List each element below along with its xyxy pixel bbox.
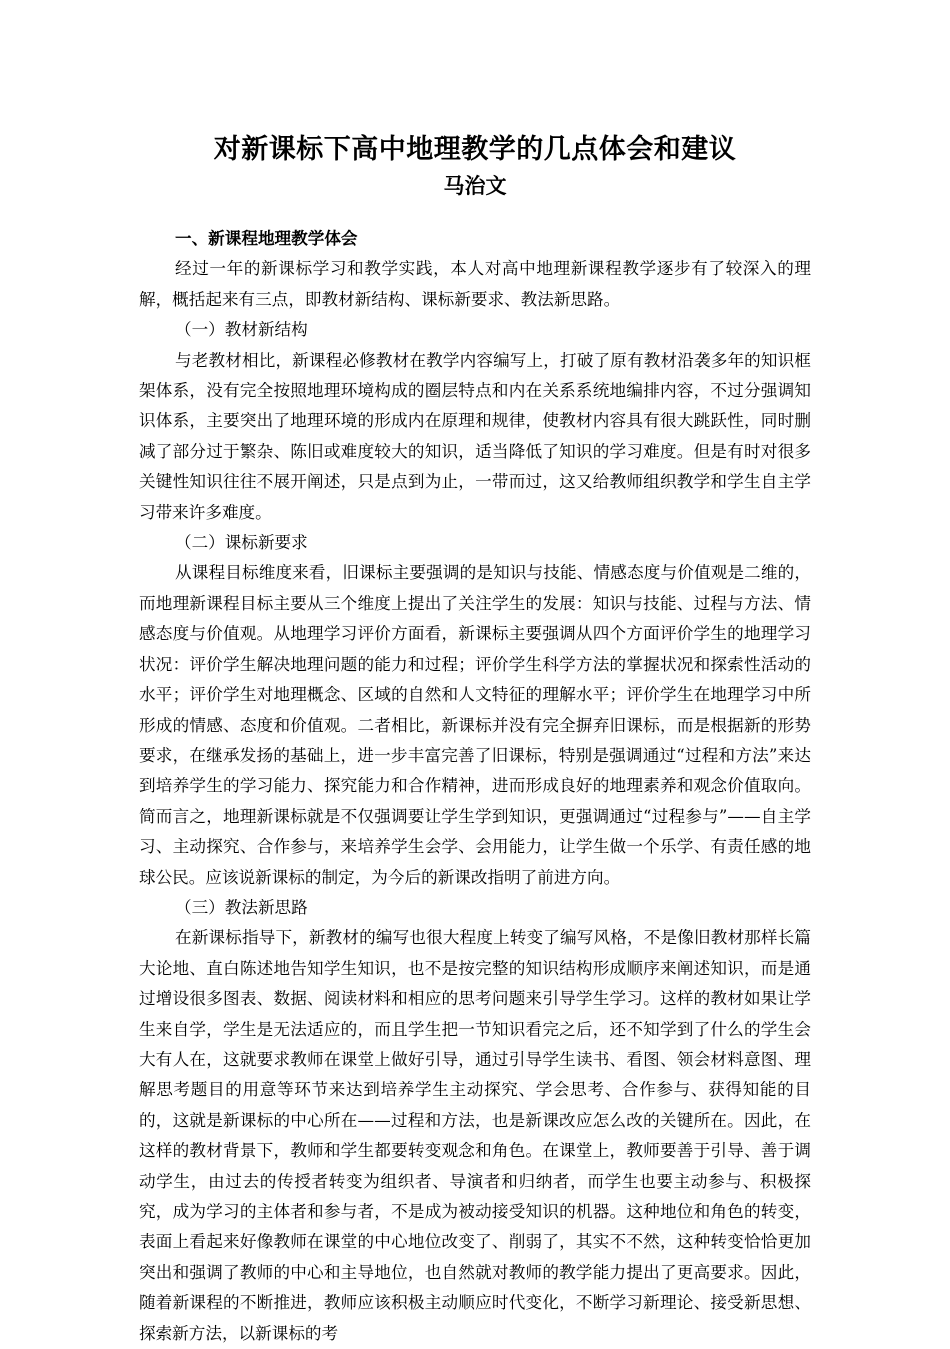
subsection-heading-2: （二）课标新要求: [175, 533, 308, 553]
subsection-heading-1: （一）教材新结构: [175, 320, 308, 340]
section-1-intro-paragraph: 经过一年的新课标学习和教学实践，本人对高中地理新课程教学逐步有了较深入的理解，概括起来有三点，即教材新结构、课标新要求、教法新思路。: [139, 259, 811, 309]
section-heading-1: 一、新课程地理教学体会: [175, 229, 358, 248]
document-title: 对新课标下高中地理教学的几点体会和建议: [213, 134, 737, 165]
subsection-2-paragraph: 从课程目标维度来看，旧课标主要强调的是知识与技能、情感态度与价值观是二维的，而地理新课程目标主要从三个维度上提出了关注学生的发展：知识与技能、过程与方法、情感态度与价值观。从地理学习评价方面看，新课标主要强调从四个方面评价学生的地理学习状况：评价学生解决地理问题的能力和过程；评价学生科学方法的掌握状况和探索性活动的水平；评价学生对地理概念、区域的自然和人文特征的理解水平；评价学生在地理学习中所形成的情感、态度和价值观。二者相比，新课标并没有完全摒弃旧课标，而是根据新的形势要求，在继承发扬的基础上，进一步丰富完善了旧课标，特别是强调通过“过程和方法”来达到培养学生的学习能力、探究能力和合作精神，进而形成良好的地理素养和观念价值取向。简而言之，地理新课标就是不仅强调要让学生学到知识，更强调通过“过程参与”——自主学习、主动探究、合作参与，来培养学生会学、会用能力，让学生做一个乐学、有责任感的地球公民。应该说新课标的制定，为今后的新课改指明了前进方向。: [139, 563, 811, 887]
document-author: 马治文: [443, 174, 507, 198]
subsection-1-paragraph: 与老教材相比，新课程必修教材在教学内容编写上，打破了原有教材沿袭多年的知识框架体系，没有完全按照地理环境构成的圈层特点和内在关系系统地编排内容，不过分强调知识体系，主要突出了地理环境的形成内在原理和规律，使教材内容具有很大跳跃性，同时删减了部分过于繁杂、陈旧或难度较大的知识，适当降低了知识的学习难度。但是有时对很多关键性知识往往不展开阐述，只是点到为止，一带而过，这又给教师组织教学和学生自主学习带来许多难度。: [139, 350, 811, 522]
document-body: [139, 224, 811, 1349]
subsection-3-paragraph: 在新课标指导下，新教材的编写也很大程度上转变了编写风格，不是像旧教材那样长篇大论地、直白陈述地告知学生知识，也不是按完整的知识结构形成顺序来阐述知识，而是通过增设很多图表、数据、阅读材料和相应的思考问题来引导学生学习。这样的教材如果让学生来自学，学生是无法适应的，而且学生把一节知识看完之后，还不知学到了什么的学生会大有人在，这就要求教师在课堂上做好引导，通过引导学生读书、看图、领会材料意图、理解思考题目的用意等环节来达到培养学生主动探究、学会思考、合作参与、获得知能的目的，这就是新课标的中心所在——过程和方法，也是新课改应怎么改的关键所在。因此，在这样的教材背景下，教师和学生都要转变观念和角色。在课堂上，教师要善于引导、善于调动学生，由过去的传授者转变为组织者、导演者和归纳者，而学生也要主动参与、积极探究，成为学习的主体者和参与者，不是成为被动接受知识的机器。这种地位和角色的转变，表面上看起来好像教师在课堂的中心地位改变了、削弱了，其实不不然，这种转变恰恰更加突出和强调了教师的中心和主导地位，也自然就对教师的教学能力提出了更高要求。因此，随着新课程的不断推进，教师应该积极主动顺应时代变化，不断学习新理论、接受新思想、探索新方法，以新课标的考: [139, 928, 811, 1343]
subsection-heading-3: （三）教法新思路: [175, 897, 308, 917]
